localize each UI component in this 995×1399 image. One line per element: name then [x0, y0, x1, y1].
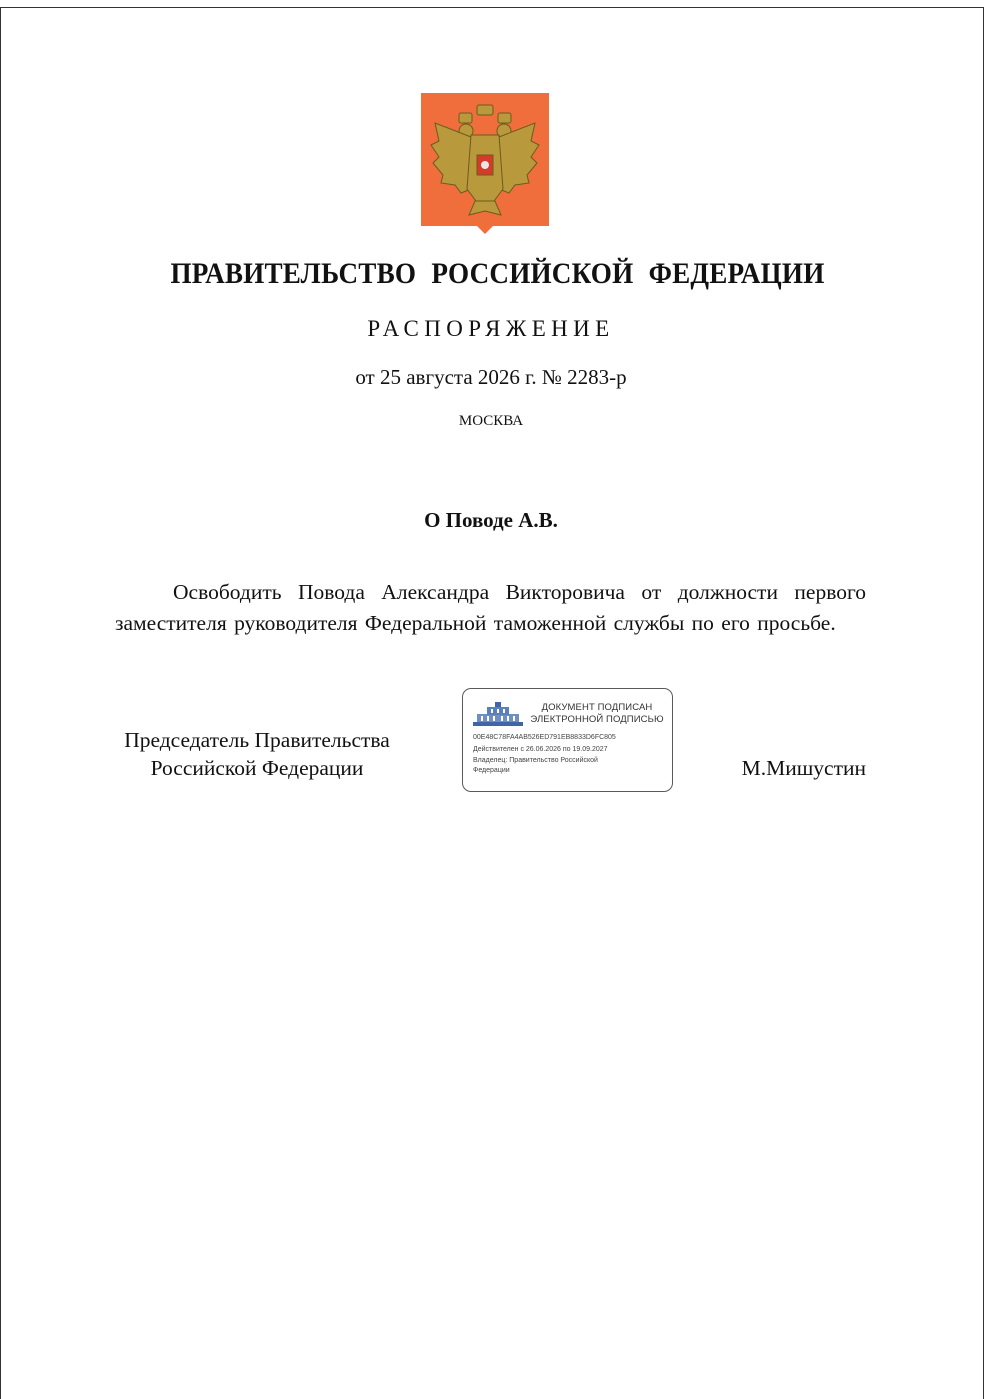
stamp-certificate: 00E48C78FA4AB526ED791EB8833D6FC805	[473, 734, 616, 741]
document-subject: О Поводе А.В.	[424, 508, 558, 532]
russian-coat-of-arms-icon	[421, 93, 549, 234]
e-signature-stamp	[462, 688, 673, 792]
government-building-icon	[473, 702, 523, 726]
signer-position-line2: Российской Федерации	[150, 756, 364, 780]
government-title: ПРАВИТЕЛЬСТВО РОССИЙСКОЙ ФЕДЕРАЦИИ	[170, 258, 825, 290]
signer-position-line1: Председатель Правительства	[124, 728, 390, 752]
stamp-title	[527, 702, 667, 726]
document-body: Освободить Повода Александра Викторовича от должности первого заместителя руководителя Федеральной таможенной службы по его просьбе.	[115, 580, 866, 635]
stamp-validity: Действителен с 26.06.2026 по 19.09.2027	[473, 746, 608, 753]
document-type: РАСПОРЯЖЕНИЕ	[367, 316, 615, 341]
document-city: МОСКВА	[458, 413, 524, 429]
stamp-owner-line1: Владелец: Правительство Российской	[473, 757, 598, 764]
signer-name: М.Мишустин	[741, 756, 866, 780]
signer-position	[107, 726, 407, 782]
stamp-owner-line2: Федерации	[473, 767, 510, 774]
stamp-title-line2: ЭЛЕКТРОННОЙ ПОДПИСЬЮ	[530, 714, 664, 725]
stamp-title-line1: ДОКУМЕНТ ПОДПИСАН	[541, 702, 653, 713]
document-date-number: от 25 августа 2026 г. № 2283-р	[355, 365, 627, 389]
